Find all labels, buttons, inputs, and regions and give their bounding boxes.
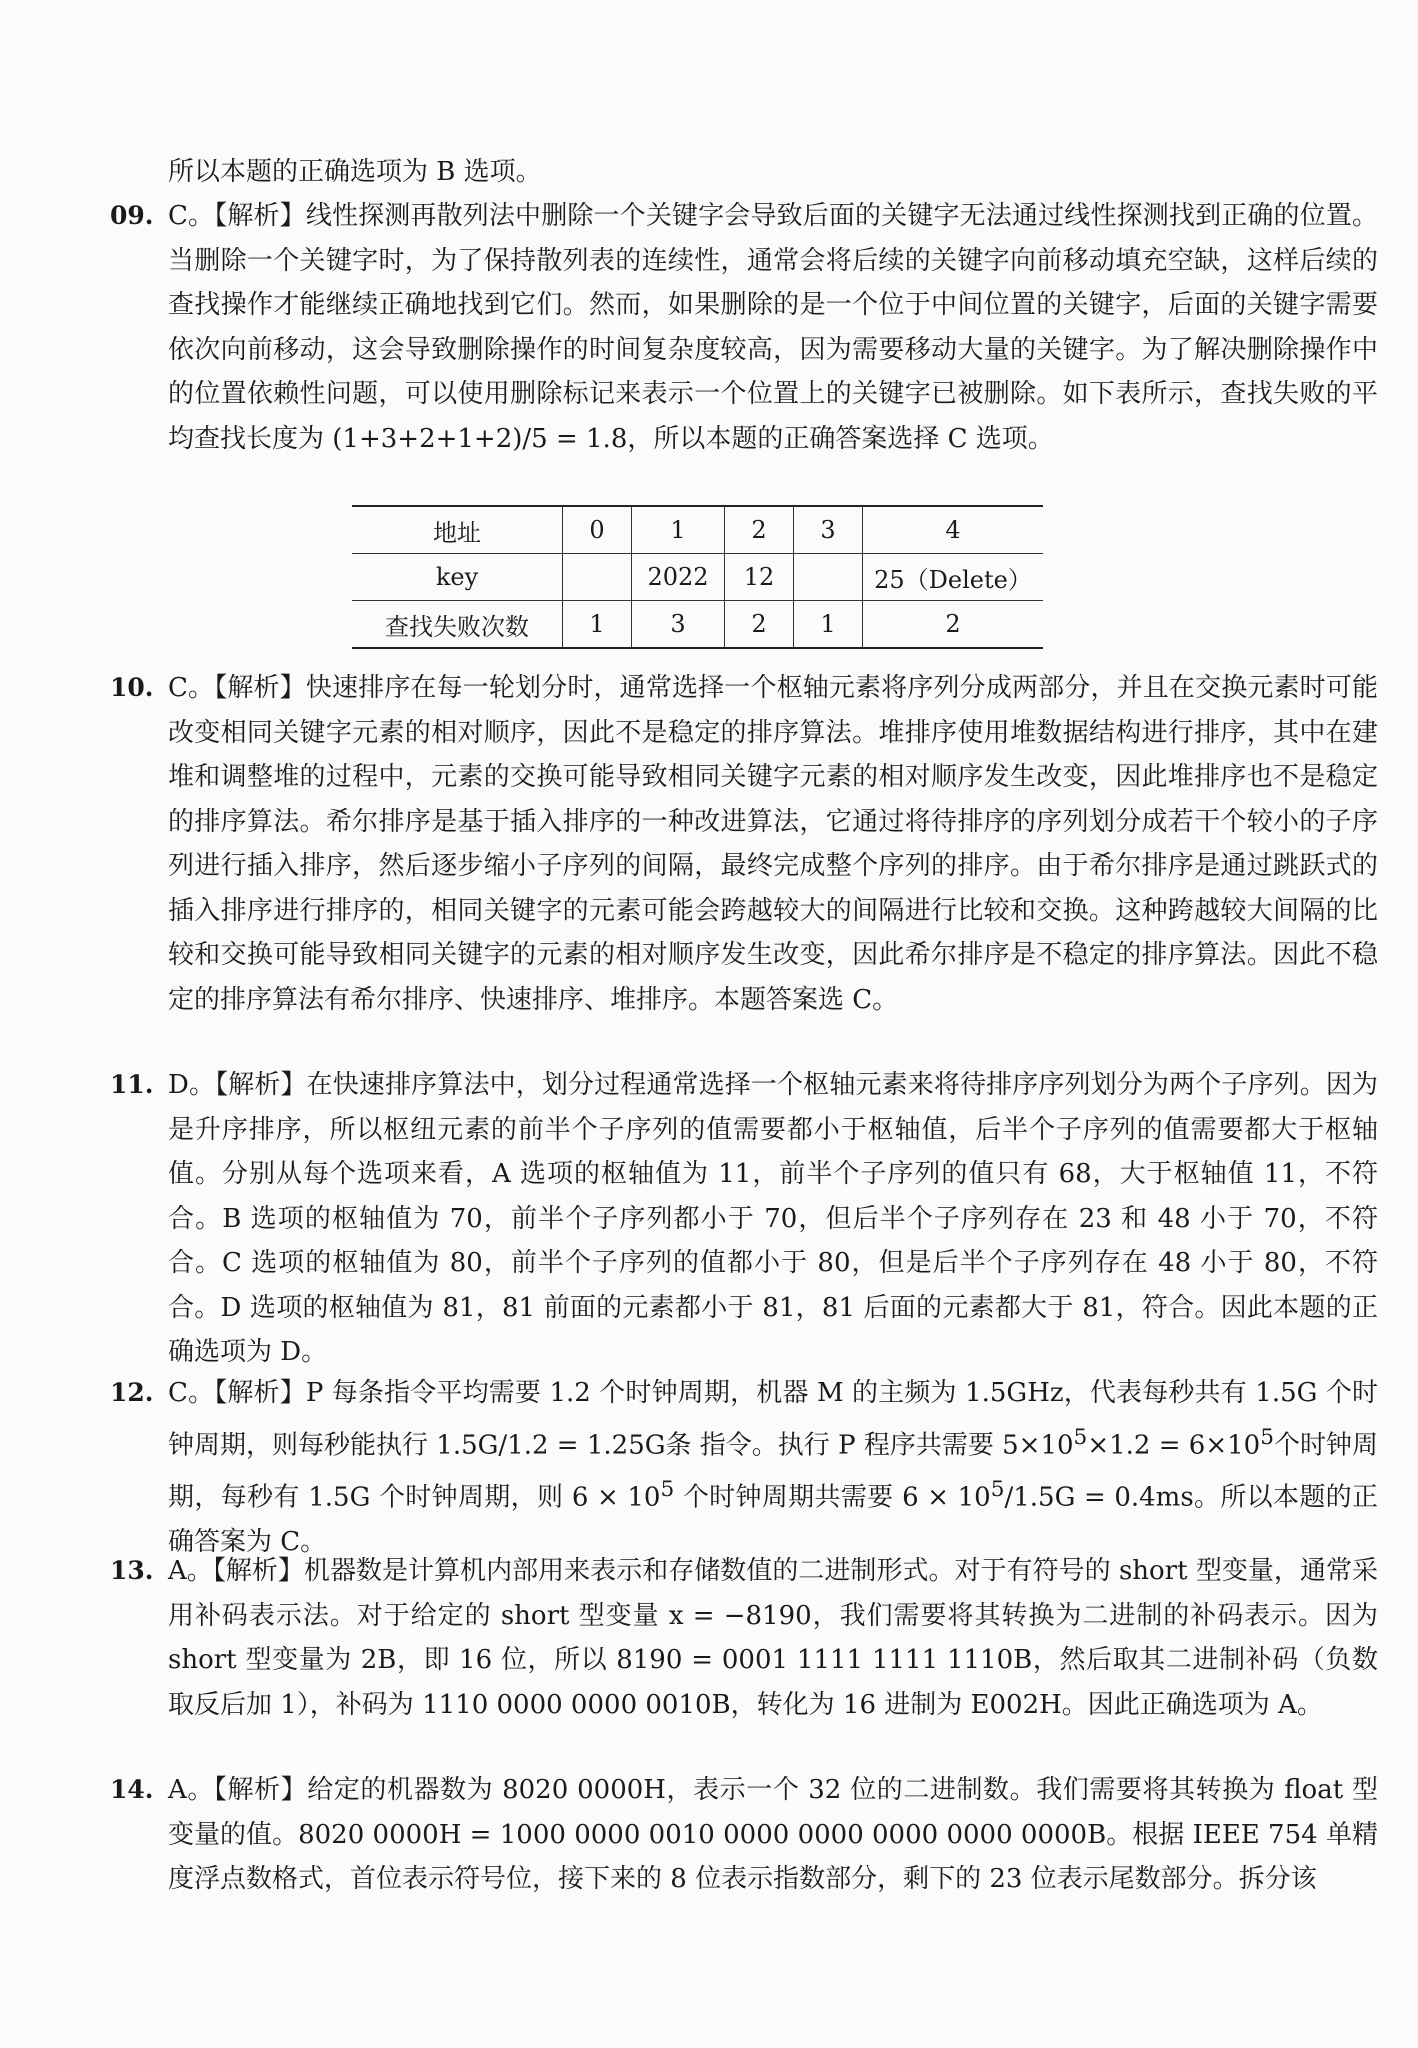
answer-text-part: /1.5G = 0.4ms。所以本题的正确答案为 C。 [168,1482,1378,1557]
answer-text-part: ×1.2 = 6×10 [1087,1430,1261,1461]
table-cell: key [352,554,563,601]
answer-text-part: C。【解析】P 每条指令平均需要 1.2 个时钟周期，机器 M 的主频为 1.5GHz，代表每秒共有 1.5G 个时钟周期，则每秒能执行 1.5G/1.2 = 1.25G条 指令。执行 P 程序共需要 5×10 [168,1378,1378,1461]
answer-number: 10. [110,673,154,702]
answer-number: 11. [110,1070,154,1099]
answer-text: A。【解析】机器数是计算机内部用来表示和存储数值的二进制形式。对于有符号的 short 型变量，通常采用补码表示法。对于给定的 short 型变量 x = −8190，我们需要将其转换为二进制的补码表示。因为 short 型变量为 2B，即 16 位，所以 8190 = 0001 1111 1111 1110B，然后取其二进制补码（负数取反后加 1），补码为 1110 0000 0000 0010B，转化为 16 进制为 E002H。因此正确选项为 A。 [168,1556,1378,1720]
table-cell: 2022 [632,554,725,601]
table-cell: 2 [863,601,1044,649]
table-cell: 2 [725,601,794,649]
table-cell: 4 [863,506,1044,554]
table-row [352,554,1043,601]
answer-text: C。【解析】线性探测再散列法中删除一个关键字会导致后面的关键字无法通过线性探测找到正确的位置。当删除一个关键字时，为了保持散列表的连续性，通常会将后续的关键字向前移动填充空缺，这样后续的查找操作才能继续正确地找到它们。然而，如果删除的是一个位于中间位置的关键字，后面的关键字需要依次向前移动，这会导致删除操作的时间复杂度较高，因为需要移动大量的关键字。为了解决删除操作中的位置依赖性问题，可以使用删除标记来表示一个位置上的关键字已被删除。如下表所示，查找失败的平均查找长度为 (1+3+2+1+2)/5 = 1.8，所以本题的正确答案选择 C 选项。 [168,201,1378,454]
intro-text: 所以本题的正确选项为 B 选项。 [168,157,542,187]
table-cell: 0 [563,506,632,554]
answer-09 [110,194,1378,461]
answer-number: 12. [110,1378,154,1407]
table-row [352,506,1043,554]
table-cell [794,554,863,601]
answer-number: 14. [110,1775,154,1804]
answer-text: D。【解析】在快速排序算法中，划分过程通常选择一个枢轴元素来将待排序序列划分为两个子序列。因为是升序排序，所以枢纽元素的前半个子序列的值需要都小于枢轴值，后半个子序列的值需要都大于枢轴值。分别从每个选项来看，A 选项的枢轴值为 11，前半个子序列的值只有 68，大于枢轴值 11，不符合。B 选项的枢轴值为 70，前半个子序列都小于 70，但后半个子序列存在 23 和 48 小于 70，不符合。C 选项的枢轴值为 80，前半个子序列的值都小于 80，但是后半个子序列存在 48 小于 80，不符合。D 选项的枢轴值为 81，81 前面的元素都小于 81，81 后面的元素都大于 81，符合。因此本题的正确选项为 D。 [168,1070,1378,1367]
answer-12 [110,1371,1378,1564]
answer-14 [110,1768,1378,1902]
exponent: 5 [660,1476,675,1502]
answer-text-part: 个时钟周期，每秒有 1.5G 个时钟周期，则 6 × 10 [168,1430,1378,1513]
exponent: 5 [1073,1424,1088,1450]
answer-text: C。【解析】快速排序在每一轮划分时，通常选择一个枢轴元素将序列分成两部分，并且在交换元素时可能改变相同关键字元素的相对顺序，因此不是稳定的排序算法。堆排序使用堆数据结构进行排序，其中在建堆和调整堆的过程中，元素的交换可能导致相同关键字元素的相对顺序发生改变，因此堆排序也不是稳定的排序算法。希尔排序是基于插入排序的一种改进算法，它通过将待排序的序列划分成若干个较小的子序列进行插入排序，然后逐步缩小子序列的间隔，最终完成整个序列的排序。由于希尔排序是通过跳跃式的插入排序进行排序的，相同关键字的元素可能会跨越较大的间隔进行比较和交换。这种跨越较大间隔的比较和交换可能导致相同关键字的元素的相对顺序发生改变，因此希尔排序是不稳定的排序算法。因此不稳定的排序算法有希尔排序、快速排序、堆排序。本题答案选 C。 [168,673,1378,1015]
table-cell: 2 [725,506,794,554]
answer-number: 13. [110,1556,154,1585]
table-cell: 地址 [352,506,563,554]
answer-13 [110,1549,1378,1727]
answer-number: 09. [110,201,154,230]
table-cell: 1 [794,601,863,649]
exponent: 5 [990,1476,1005,1502]
table-cell: 3 [794,506,863,554]
exponent: 5 [1260,1424,1274,1450]
answer-11 [110,1063,1378,1375]
address-table [352,505,1043,649]
answer-10 [110,666,1378,1022]
intro-line [110,150,1378,195]
table-cell: 12 [725,554,794,601]
table-cell: 25（Delete） [863,554,1044,601]
table-cell: 1 [563,601,632,649]
table-row [352,601,1043,649]
table-cell: 1 [632,506,725,554]
answer-text-part: 个时钟周期共需要 6 × 10 [674,1482,991,1513]
table-cell: 查找失败次数 [352,601,563,649]
answer-text: A。【解析】给定的机器数为 8020 0000H，表示一个 32 位的二进制数。我们需要将其转换为 float 型变量的值。8020 0000H = 1000 0000 0010 0000 0000 0000 0000 0000B。根据 IEEE 754 单精度浮点数格式，首位表示符号位，接下来的 8 位表示指数部分，剩下的 23 位表示尾数部分。拆分该 [168,1775,1378,1894]
table-cell: 3 [632,601,725,649]
table-cell [563,554,632,601]
